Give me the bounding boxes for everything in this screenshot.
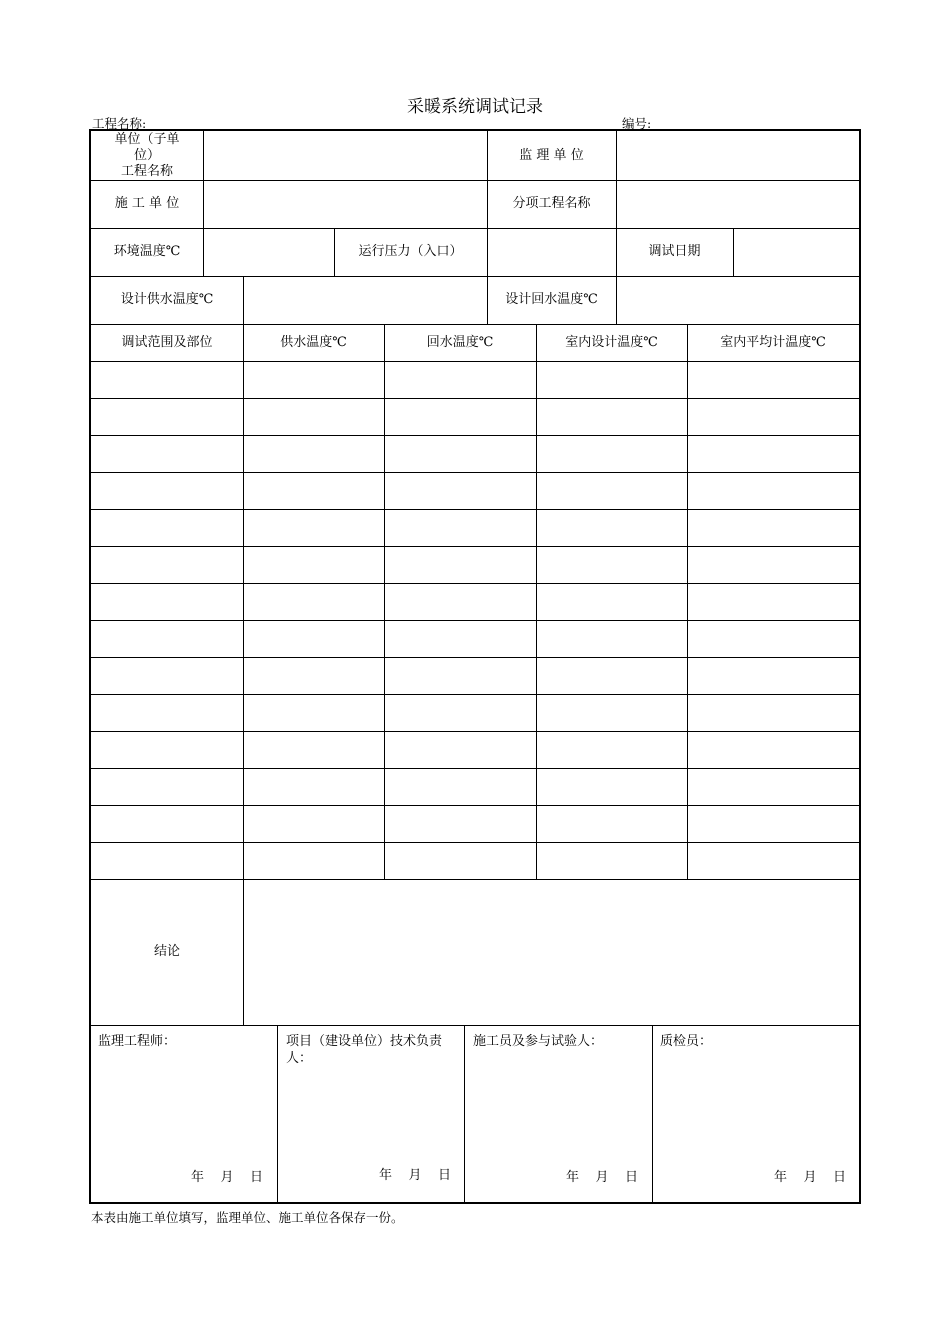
quality-inspector-label: 质检员： <box>660 1034 713 1049</box>
design-supply-temp-label: 设计供水温度℃ <box>120 292 214 307</box>
technical-lead-label: 项目（建设单位）技术负责人： <box>286 1034 443 1066</box>
sub-item-name-label: 分项工程名称 <box>512 196 591 211</box>
test-participants-label: 施工员及参与试验人： <box>473 1034 604 1049</box>
form-title: 采暖系统调试记录 <box>407 97 543 117</box>
project-name-label: 工程名称: <box>92 116 147 131</box>
construction-unit-label: 施 工 单 位 <box>114 196 180 211</box>
operating-pressure-label: 运行压力（入口） <box>358 244 463 259</box>
unit-project-name-field[interactable] <box>204 131 487 180</box>
unit-project-name-label: 单位（子单 位） 工程名称 <box>114 131 180 179</box>
test-date-label: 调试日期 <box>648 244 701 259</box>
data-rows-area[interactable] <box>91 361 859 879</box>
signature-date: 年 月 日 <box>379 1168 452 1183</box>
design-supply-temp-field[interactable] <box>244 276 487 324</box>
supervision-unit-label: 监 理 单 位 <box>519 147 584 163</box>
signature-date: 年 月 日 <box>191 1170 264 1185</box>
ambient-temp-label: 环境温度℃ <box>113 244 181 259</box>
column-header: 室内设计温度℃ <box>565 334 658 350</box>
signature-date: 年 月 日 <box>566 1170 639 1185</box>
column-header: 供水温度℃ <box>280 334 347 350</box>
supervision-unit-field[interactable] <box>617 131 859 180</box>
record-table <box>89 129 861 1204</box>
signature-date: 年 月 日 <box>774 1170 847 1185</box>
sub-item-name-field[interactable] <box>617 180 859 228</box>
design-return-temp-field[interactable] <box>617 276 859 324</box>
number-label: 编号: <box>622 116 652 131</box>
ambient-temp-field[interactable] <box>204 228 334 276</box>
column-header: 调试范围及部位 <box>121 334 213 350</box>
operating-pressure-field[interactable] <box>488 228 616 276</box>
conclusion-field[interactable] <box>244 879 859 1025</box>
footnote: 本表由施工单位填写，监理单位、施工单位各保存一份。 <box>91 1210 404 1225</box>
construction-unit-field[interactable] <box>204 180 487 228</box>
supervising-engineer-label: 监理工程师： <box>98 1034 177 1049</box>
conclusion-label: 结论 <box>153 944 180 959</box>
test-date-field[interactable] <box>734 228 859 276</box>
column-header: 回水温度℃ <box>426 334 494 350</box>
design-return-temp-label: 设计回水温度℃ <box>505 292 598 307</box>
column-header: 室内平均计温度℃ <box>720 334 826 350</box>
